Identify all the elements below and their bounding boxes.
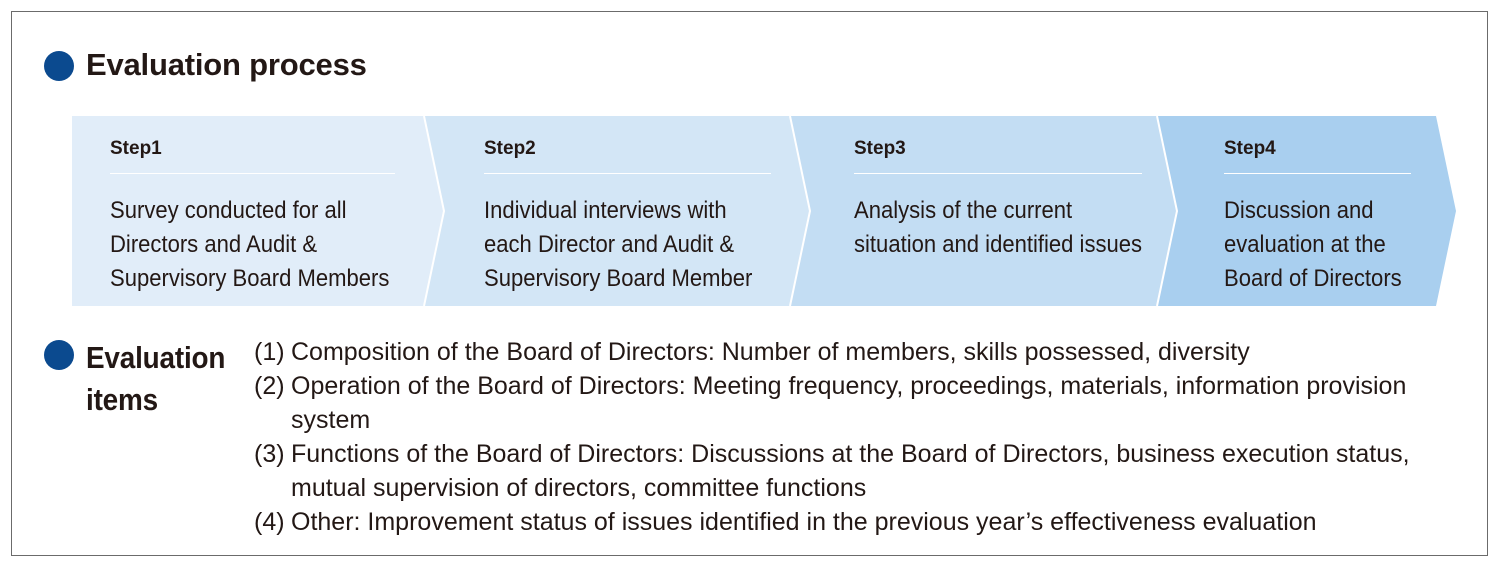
- step-label: Step3: [854, 138, 906, 159]
- step-divider: [110, 173, 395, 174]
- item-number: (3): [254, 440, 285, 468]
- step-divider: [854, 173, 1142, 174]
- items-title: Evaluation items: [86, 340, 226, 417]
- list-item: [254, 505, 1454, 539]
- item-number: (2): [254, 372, 285, 400]
- process-title: Evaluation process: [86, 47, 367, 82]
- step-label: Step4: [1224, 138, 1276, 159]
- list-item: [254, 437, 1454, 505]
- evaluation-items-list: [254, 335, 1454, 539]
- step-label: Step1: [110, 138, 162, 159]
- item-text: Composition of the Board of Directors: Number of members, skills possessed, diversity: [291, 338, 1250, 366]
- step-description: Discussion and evaluation at the Board of Directors: [1224, 197, 1402, 292]
- step-divider: [1224, 173, 1411, 174]
- item-text: Functions of the Board of Directors: Discussions at the Board of Directors, business execution status, mutual supervision of directors, committee functions: [291, 440, 1410, 502]
- step-description: Survey conducted for all Directors and Audit & Supervisory Board Members: [110, 197, 390, 292]
- item-text: Other: Improvement status of issues identified in the previous year’s effectiveness evaluation: [291, 508, 1317, 536]
- section-bullet-icon: [44, 340, 74, 370]
- list-item: [254, 335, 1454, 369]
- item-text: Operation of the Board of Directors: Meeting frequency, proceedings, materials, information provision system: [291, 372, 1407, 434]
- item-number: (4): [254, 508, 285, 536]
- list-item: [254, 369, 1454, 437]
- item-number: (1): [254, 338, 285, 366]
- step-description: Analysis of the current situation and identified issues: [854, 197, 1143, 258]
- step-divider: [484, 173, 771, 174]
- step-label: Step2: [484, 138, 536, 159]
- step-description: Individual interviews with each Director and Audit & Supervisory Board Member: [484, 197, 753, 292]
